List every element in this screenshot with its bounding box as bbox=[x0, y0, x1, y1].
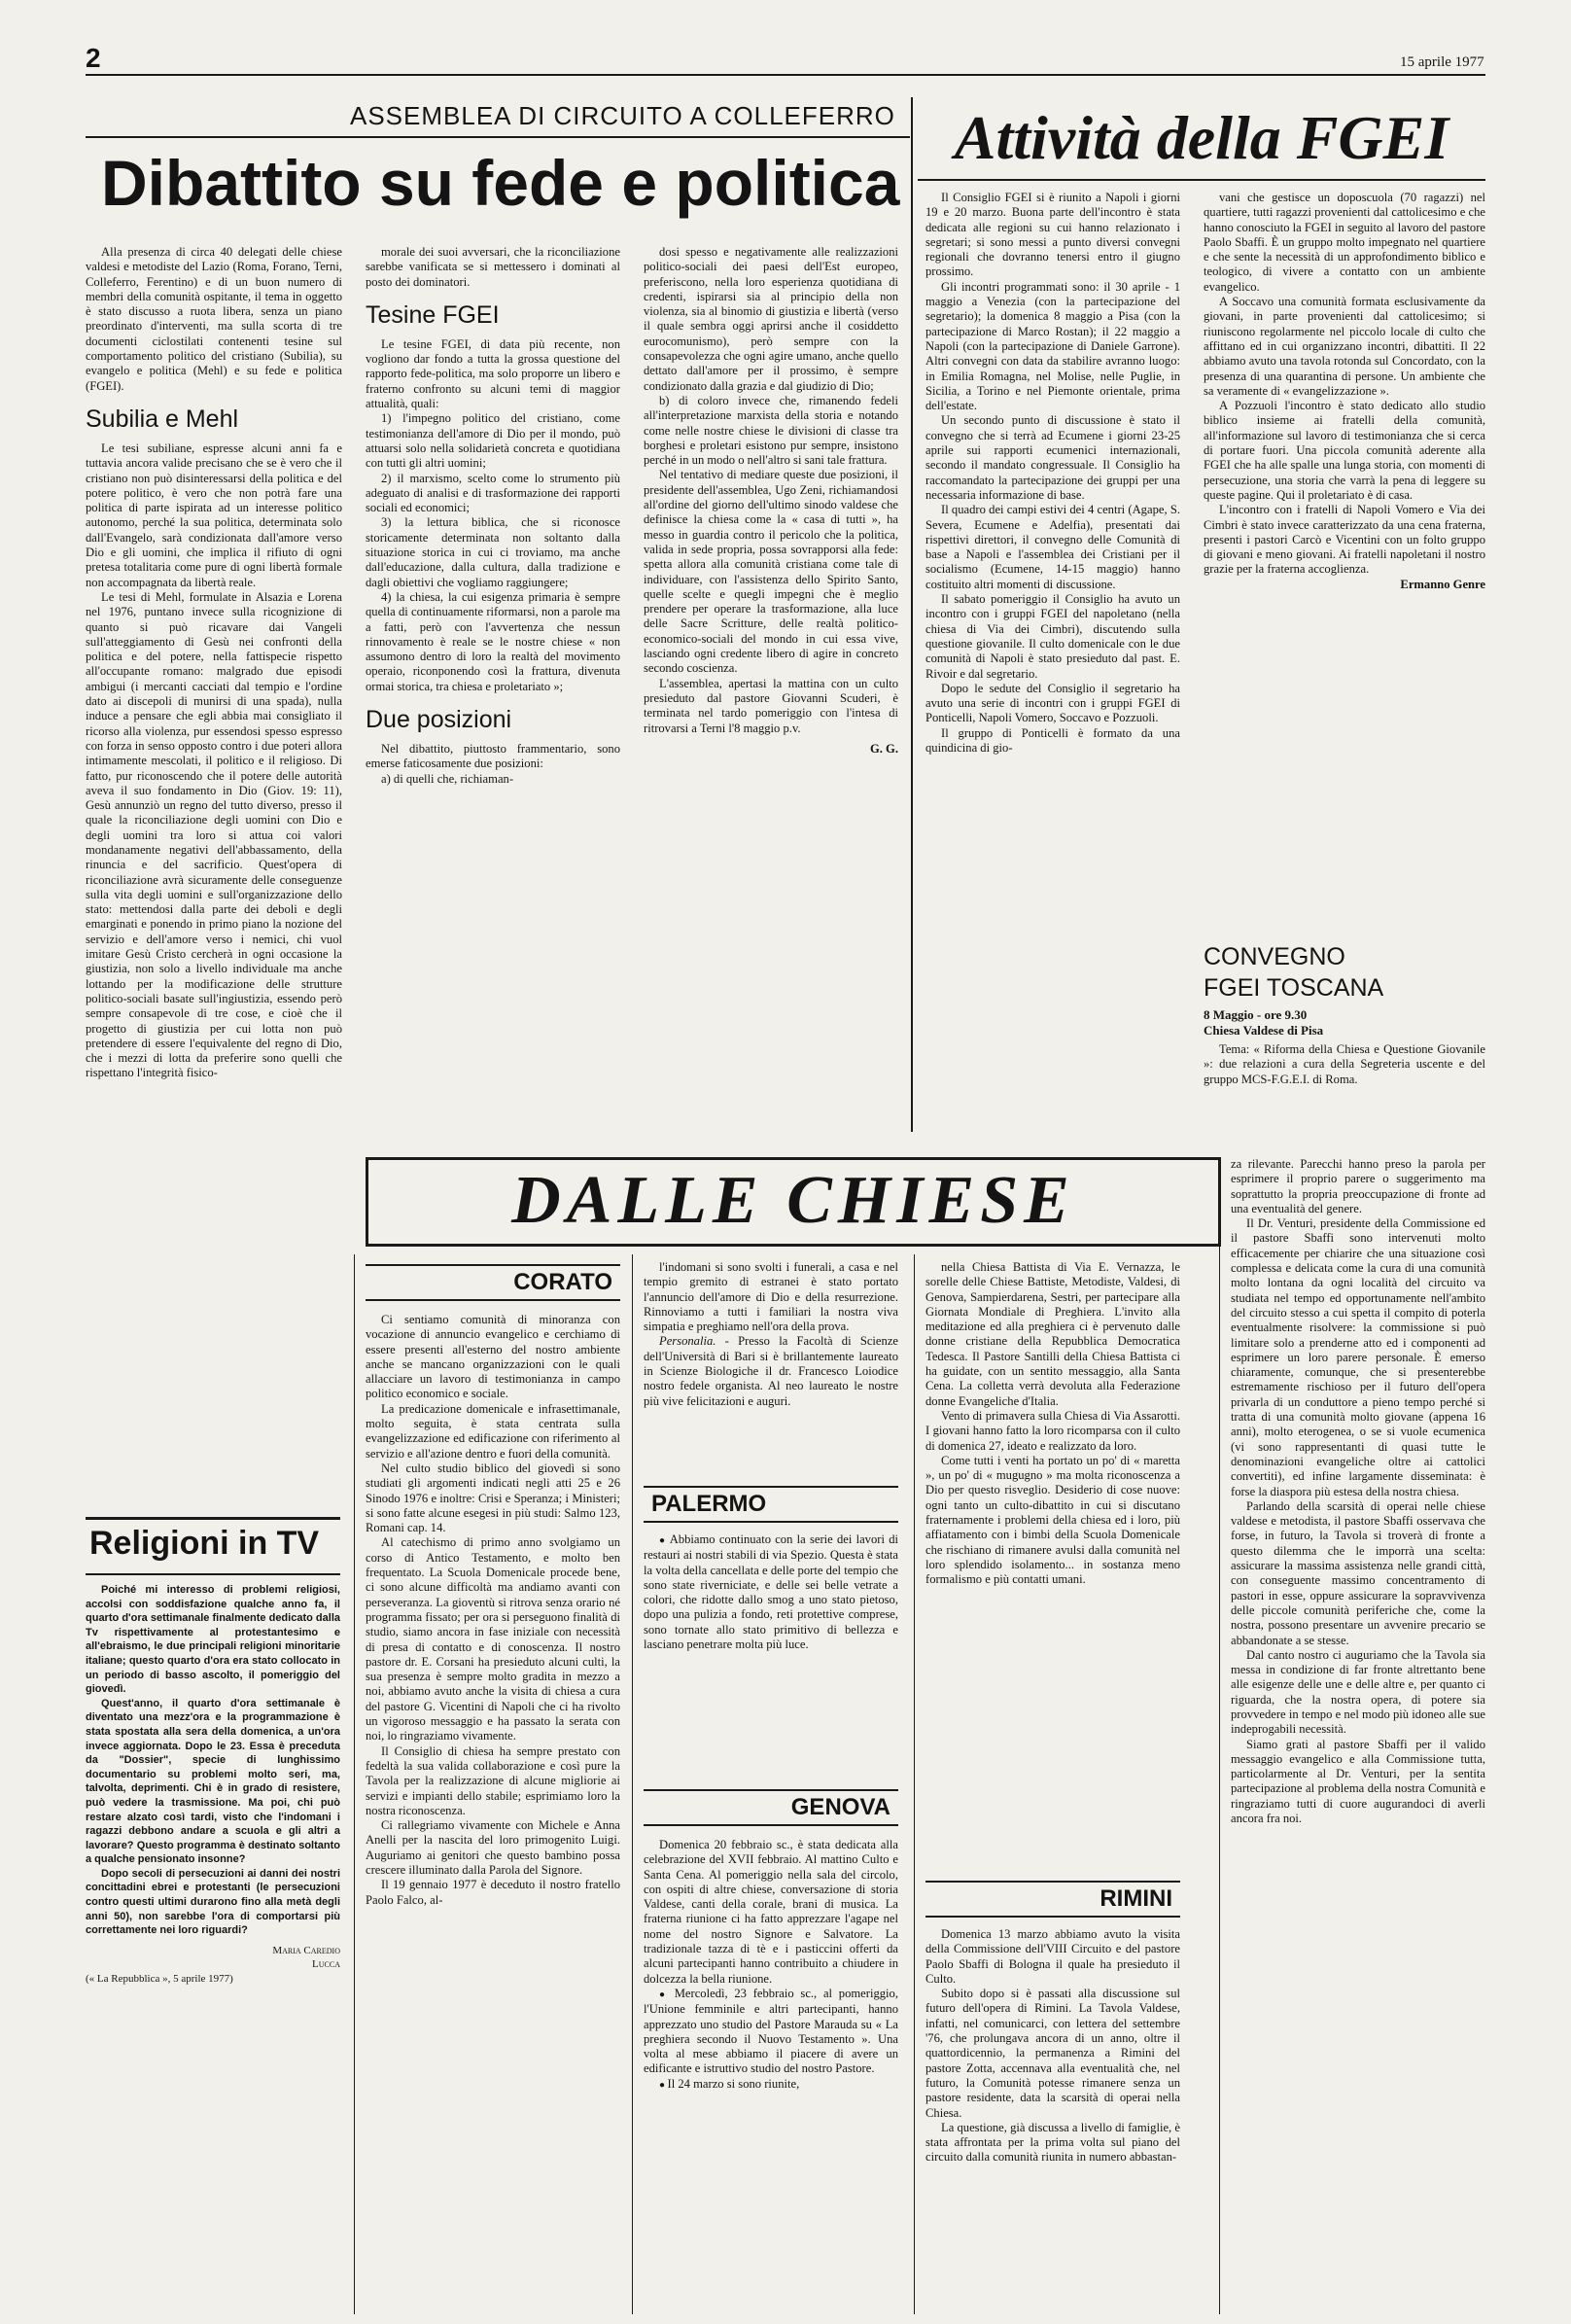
header-rule bbox=[86, 74, 1485, 76]
rimini-heading: RIMINI bbox=[1100, 1885, 1172, 1912]
fgei-paragraph: Il sabato pomeriggio il Consiglio ha avuto un incontro con i gruppi FGEI del napoletano (nella chiesa di Via dei Cimbri), discutendo sulla questione giovanile. Il culto domenicale con le due comunità di Napoli è stato presieduto dal past. E. Rivoir e dal segretario. bbox=[925, 592, 1180, 681]
rimini-column bbox=[925, 1927, 1180, 2316]
religioni-paragraph: Poiché mi interesso di problemi religiosi, accolsi con soddisfazione qualche anno fa, il quarto d'ora settimanale finalmente dedicato dalla Tv rispettivamente al protestantesimo e all'ebraismo, le due principali religioni minoritarie italiane; questo quarto d'ora era stato collocato in un periodo di basso ascolto, il pomeriggio del giovedì. bbox=[86, 1584, 340, 1696]
religioni-title: Religioni in TV bbox=[89, 1525, 320, 1562]
religioni-paragraph: Quest'anno, il quarto d'ora settimanale è diventato una mezz'ora e la programmazione è stata spostata alla sera della domenica, a un'ora invece aggiornata. Dopo le 23. Essa è preceduta da "Dossier", specie di lunghissimo documentario su problemi molto seri, ma, talvolta, deprimenti. Chi è in grado di resistere, può vedere la trasmissione. Ma poi, chi può restare alzato così tardi, visto che l'indomani i ragazzi debbono andare a scuola e gli altri a lavorare? Questo programma è destinato soltanto a qualche pensionato insonne? bbox=[86, 1697, 340, 1866]
due-posizioni-paragraph: Nel dibattito, piuttosto frammentario, sono emerse faticosamente due posizioni: bbox=[366, 742, 620, 771]
subilia-mehl-heading: Subilia e Mehl bbox=[86, 405, 239, 433]
genova-continuation: Vento di primavera sulla Chiesa di Via Assarotti. I giovani hanno fatto la loro ricomparsa con il culto di domenica 27, ideato e realizzato da loro. bbox=[925, 1408, 1180, 1453]
dalle-chiese-banner-box bbox=[366, 1157, 1221, 1247]
assemblea-kicker: ASSEMBLEA DI CIRCUITO A COLLEFERRO bbox=[350, 101, 895, 130]
genova-paragraph: ● Il 24 marzo si sono riunite, bbox=[644, 2077, 898, 2093]
column-rule bbox=[1219, 1157, 1220, 2314]
personalia-paragraph bbox=[644, 1334, 898, 1408]
genova-heading-box bbox=[644, 1789, 898, 1826]
fgei-paragraph: Un secondo punto di discussione è stato il convegno che si terrà ad Ecumene i giorni 23-25 aprile sui rapporti ecumenici internazionali, secondo il mandato congressuale. Il Consiglio ha raccomandato la partecipazione dei gruppi per una necessaria informazione di base. bbox=[925, 413, 1180, 502]
rimini-continuation: Siamo grati al pastore Sbaffi per il valido messaggio evangelico e alla Commissione tutta, particolarmente al Dr. Venturi, per la sentita partecipazione al problema della nostra Comunità e ringraziamo tutti di cuore augurandoci di averli ancora fra noi. bbox=[1231, 1737, 1485, 1826]
convegno-box bbox=[1204, 941, 1485, 1087]
convegno-title: CONVEGNO FGEI TOSCANA bbox=[1204, 943, 1384, 1002]
fgei-paragraph: Il quadro dei campi estivi dei 4 centri (Agape, S. Severa, Ecumene e Adelfia), presentati dai rispettivi direttori, il convegno delle Comunità di base a Napoli e l'assemblea dei Cristiani per il socialismo (Ecumene, 14-15 maggio) hanno costituito altri momenti di discussione. bbox=[925, 503, 1180, 591]
rimini-continuation: Il Dr. Venturi, presidente della Commissione ed il pastore Sbaffi sono intervenuti molto efficacemente per chiarire che una situazione così complessa e delicata come la cura di una comunità molto lontana da ogni località del circuito va studiata nel tempo ed opportunamente nell'ambito del circuito stesso a cui spetta il compito di poterla eventualmente risolvere: la commissione si può limitare solo a prenderne atto ed i componenti ad esprimere un loro parere personale. È emerso chiaramente, comunque, che si presenterebbe estremamente rischioso per il futuro dell'opera privarla di un conduttore a pieno tempo perché si tratta di una comunità molto giovane (appena 16 anni), molto eterogenea, o se si vuole ecumenica (vi sono rappresentanti di quasi tutte le denominazioni evangeliche oltre ai cattolici convertiti), ed infine largamente disseminata: è forse la diaspora più estesa della nostra chiesa. bbox=[1231, 1216, 1485, 1498]
corato-continuation: l'indomani si sono svolti i funerali, a casa e nel tempio gremito di estranei è stato portato l'annuncio dell'amore di Dio e della resurrezione. Rinnoviamo a tutti i familiari la nostra viva simpatia e preghiamo nell'ora della prova. bbox=[644, 1260, 898, 1334]
corato-heading-box bbox=[366, 1264, 620, 1301]
fgei-paragraph: vani che gestisce un doposcuola (70 ragazzi) nel quartiere, tutti ragazzi provenienti dal cattolicesimo e che hanno conosciuto la FGEI in seguito al lavoro del pastore Paolo Sbaffi. È un gruppo molto impegnato nel quartiere e che sente la necessità di un approfondimento biblico e teologico, di vivere a contatto con un ambiente evangelico. bbox=[1204, 191, 1485, 294]
corato-paragraph: Il Consiglio di chiesa ha sempre prestato con fedeltà la sua valida collaborazione e così pure la Tavola per la realizzazione di alcune migliorie ai servizi e impianti dello stabile; esprimiamo loro la nostra riconoscenza. bbox=[366, 1743, 620, 1817]
fgei-title: Attività della FGEI bbox=[954, 103, 1449, 172]
corato-paragraph: Ci rallegriamo vivamente con Michele e Anna Anelli per la nascita del loro primogenito Luigi. Auguriamo ai genitori che questo bambino possa crescere illuminato dalla Parola del Signore. bbox=[366, 1818, 620, 1877]
rimini-continuation: Parlando della scarsità di operai nelle chiese valdese e metodista, il pastore Sbaffi osservava che forse, in futuro, la Tavola si troverà di fronte a questo dilemma che le imporrà una scelta: assicurare la massima assistenza nelle grandi città, con conseguente massimo concentramento di pastori in esse, oppure assicurare la sopravvivenza delle piccole comunità periferiche che, come la nostra, possono presentare un avvenire precario se abbandonate a se stesse. bbox=[1231, 1498, 1485, 1647]
fgei-paragraph: Il Consiglio FGEI si è riunito a Napoli i giorni 19 e 20 marzo. Buona parte dell'incontro è stata dedicata alle regioni su cui hanno relazionato i segretari; si sono messi a punto diversi convegni regionali che dovranno tenersi entro il giugno prossimo. bbox=[925, 191, 1180, 279]
assemblea-mehl-paragraph: Le tesi di Mehl, formulate in Alsazia e Lorena nel 1976, puntano invece sulla ricognizione di quanto si può ricavare dai Vangeli sull'atteggiamento di Gesù nei confronti della politica e del potere, nella fattispecie rispetto all'occupante romano: malgrado due episodi ambigui (i mercanti cacciati dal tempio e l'ordine dato ai discepoli di munirsi di una spada), nulla induce a pensare che egli abbia mai consigliato il ricorso alla violenza, pur essendosi spesso espresso con forza in senso opposto contro i due poteri allora intimamente mescolati, il politico e il religioso. Di fatto, pur riconoscendo che il potere delle autorità aveva il suo fondamento in Dio (Giov. 19: 11), Gesù annunziò un regno del tutto diverso, presso il quale la riconciliazione degli uomini con Dio e degli uomini tra loro si attua coi valori mondanamente negativi dell'abbassamento, della rinuncia e del sacrificio. Quest'opera di riconciliazione avrà sicuramente delle conseguenze sulla vita degli uomini e sull'organizzazione dello stato: mettendosi dalla parte dei deboli e degli emarginati e ponendo in primo piano la nozione del servizio e dell'amore verso i nemici, chi vuol imitare Gesù Cristo cercherà in ogni occasione la giustizia, non solo a livello individuale ma anche lottando per la modificazione delle strutture politico-sociali basate sull'ingiustizia, essendo però sempre consapevole di tre cose, e cioè che il progetto di giustizia per cui lotta non può pretendere di essere l'equivalente del regno di Dio, che i mezzi di lotta da preferire sono quelli che rispettano l'integrità fisico- bbox=[86, 589, 342, 1080]
corato-heading: CORATO bbox=[513, 1269, 612, 1295]
rimini-heading-box bbox=[925, 1881, 1180, 1918]
assemblea-subilia-paragraph: Le tesi subiliane, espresse alcuni anni fa e tuttavia ancora valide precisano che se è vero che il cristiano non può disinteressarsi della politica e del potere politico, è vero che non potrà fare una politica di parte ispirata ad un interesse politico autonomo, perché la sua politica, determinata solo dall'Evangelo, sarà condizionata dall'amore verso Dio e gli uomini, che implica il rifiuto di ogni pretesa totalitaria come pure di ogni libertà formale non accompagnata da libertà reale. bbox=[86, 440, 342, 589]
rimini-continuation: Dal canto nostro ci auguriamo che la Tavola sia messa in condizione di far fronte altrettanto bene alle esigenze delle une e delle altre e, per quanto ci riguarda, che la nostra opera, di potere sia provvedere in tempo e nel modo più idoneo alle sue indeprogabili necessità. bbox=[1231, 1647, 1485, 1737]
corato-paragraph: La predicazione domenicale e infrasettimanale, molto seguita, è stata centrata sulla evangelizzazione ed edificazione con riferimento al servizio e all'azione dentro e fuori della comunità. bbox=[366, 1401, 620, 1461]
fgei-author: Ermanno Genre bbox=[1400, 577, 1485, 591]
chiese-column-b-top bbox=[644, 1260, 898, 1478]
religioni-signature-name: Maria Caredio bbox=[272, 1944, 340, 1956]
genova-heading: GENOVA bbox=[790, 1794, 890, 1820]
assemblea-column-2 bbox=[366, 245, 620, 1132]
issue-date: 15 aprile 1977 bbox=[1400, 54, 1484, 70]
rimini-continuation: za rilevante. Parecchi hanno preso la parola per esprimere il proprio parere o suggerimento ma soprattutto la propria preoccupazione di fronte ad una eventualità del genere. bbox=[1231, 1157, 1485, 1215]
assemblea-col3-paragraph: dosi spesso e negativamente alle realizzazioni politico-sociali dei paesi dell'Est europeo, preferiscono, nella loro esperienza quotidiana di credenti, ispirarsi sia al principio della non violenza, sia al binomio di giustizia e libertà (verso il quale sembra oggi aprirsi anche il cosiddetto eurocomunismo), però sempre con la consapevolezza che ogni agire umano, anche quello dettato dall'amore per il prossimo, è sempre condizionato dalla grazia e dal giudizio di Dio; bbox=[644, 245, 898, 393]
fgei-paragraph: A Pozzuoli l'incontro è stato dedicato allo studio biblico insieme ai fratelli della comunità, all'informazione sul lavoro di testimonianza che si cerca di portare fuori. Una piccola comunità aderente alla FGEI che ha alle spalle una lunga storia, con momenti di persecuzione, una storia che varrà la pena di leggere su queste pagine. Qui il proletariato è di casa. bbox=[1204, 399, 1485, 502]
palermo-column bbox=[644, 1532, 898, 1776]
convegno-place: Chiesa Valdese di Pisa bbox=[1204, 1023, 1324, 1038]
assemblea-col2-paragraph: morale dei suoi avversari, che la riconciliazione sarebbe vanificata se si mettessero i dominati al posto dei dominatori. bbox=[366, 245, 620, 289]
religioni-signature-city: Lucca bbox=[312, 1958, 340, 1971]
fgei-paragraph: Gli incontri programmati sono: il 30 aprile - 1 maggio a Venezia (con la partecipazione del segretario); la domenica 8 maggio a Pisa (con la partecipazione di Marco Rostan); il 22 maggio a Napoli (con la partecipazione di Daniele Garrone). Altri convegni con data da stabilire avranno luogo: in Emilia Romagna, nel Molise, nelle Puglie, in Sicilia, a Torino e nel Piemonte orientale, prima dell'estate. bbox=[925, 279, 1180, 413]
palermo-paragraph: ● Abbiamo continuato con la serie dei lavori di restauri ai nostri stabili di via Spezio. Questa è stata la volta della cancellata e delle porte del tempio che sono state riverniciate, e delle sei belle vetrate a colori, che ridotte dallo smog a uno stato pietoso, dopo una pulizia a fondo, reti protettive comprese, sono tornate allo stato primitivo di bellezza e lasciano penetrare molta più luce. bbox=[644, 1532, 898, 1652]
religioni-paragraph: Dopo secoli di persecuzioni ai danni dei nostri concittadini ebrei e protestanti (le persecuzioni contro questi ultimi durarono fino alla metà degli anni 50), non sarebbe l'ora di comportarsi più correttamente nei loro riguardi? bbox=[86, 1867, 340, 1937]
page-number: 2 bbox=[86, 43, 101, 73]
assemblea-column-1 bbox=[86, 245, 342, 1490]
fgei-column-2 bbox=[1204, 191, 1485, 939]
personalia-text: - Presso la Facoltà di Scienze dell'Università di Bari si è brillantemente laureato in Scienze Biologiche il dr. Francesco Loiodice nostro fedele organista. Al neo laureato le nostre più vive felicitazioni e auguri. bbox=[644, 1334, 898, 1408]
genova-paragraph: Domenica 20 febbraio sc., è stata dedicata alla celebrazione del XVII febbraio. Al mattino Culto e Santa Cena. Al pomeriggio nella sala del circolo, con ospiti di altre chiese, conversazione di storia Valdese, canti della corale, brani di musica. La fraterna riunione ci ha fatto apprezzare l'agape nel nome del nostro Signore e Salvatore. La tradizionale tazza di tè e i pasticcini offerti da alcuni partecipanti hanno contribuito a chiudere in dolcezza la bella riunione. bbox=[644, 1838, 898, 1986]
due-posizioni-paragraph: a) di quelli che, richiaman- bbox=[381, 771, 514, 786]
chiese-column-d bbox=[1231, 1157, 1485, 2314]
fgei-paragraph: Dopo le sedute del Consiglio il segretario ha avuto una serie di incontri con i gruppi FGEI di Ponticelli, Napoli Vomero, Soccavo e Pozzuoli. bbox=[925, 681, 1180, 725]
convegno-text: Tema: « Riforma della Chiesa e Questione Giovanile »: due relazioni a cura della Segreteria uscente e del gruppo MCS-F.G.E.I. di Roma. bbox=[1204, 1042, 1485, 1086]
fgei-paragraph: Il gruppo di Ponticelli è formato da una quindicina di gio- bbox=[925, 725, 1180, 755]
fgei-paragraph: A Soccavo una comunità formata esclusivamente da giovani, in parte provenienti dal cattolicesimo; si riuniscono regolarmente nel piccolo locale di culto che affittano ed in cui organizzano incontri, dibattiti. Il 22 abbiamo avuto una tavola rotonda sul Concordato, con la presenza di una quarantina di persone. Un ambiente che sa veramente di « evangelizzazione ». bbox=[1204, 295, 1485, 398]
genova-continuation: nella Chiesa Battista di Via E. Vernazza, le sorelle delle Chiese Battiste, Metodiste, Valdesi, di Genova, Sampierdarena, Sestri, per partecipare alla Giornata Mondiale di Preghiera. L'invito alla meditazione ed alla preghiera ci è pervenuto dalle donne cristiane della Repubblica Democratica Tedesca. Il Pastore Santilli della Chiesa Battista ci ha guidate, con un sentito messaggio, alla Santa Cena. La colletta verrà devoluta alla Federazione donne Evangeliche d'Italia. bbox=[925, 1260, 1180, 1408]
fgei-column-1 bbox=[925, 191, 1180, 1114]
column-rule bbox=[914, 1254, 915, 2314]
due-posizioni-heading: Due posizioni bbox=[366, 706, 512, 734]
tesine-point: 1) l'impegno politico del cristiano, come testimonianza dell'amore di Dio per il mondo, può attuarsi solo nella solidarietà concreta e quotidiana con tutti gli altri uomini; bbox=[366, 411, 620, 471]
genova-continuation: Come tutti i venti ha portato un po' di « maretta », un po' di « mugugno » ma molta riconoscenza a Dio per questo risveglio. Desiderio di cose nuove: ogni tanto un culto-dibattito in cui si discutano fraternamente i problemi della chiesa ed i loro, più affiatamento con i bimbi della Scuola Domenicale che rischiano di rimanere avulsi dalla comunità nel loro splendido isolamento... in sostanza meno formalismo e più contatti umani. bbox=[925, 1453, 1180, 1587]
fgei-paragraph: L'incontro con i fratelli di Napoli Vomero e Via dei Cimbri è stato invece caratterizzato da una cena fraterna, presenti i pastori Carcò e Vicentini con un folto gruppo di giovani e meno giovani. Ai fratelli napoletani il nostro grazie per la fraterna accoglienza. bbox=[1204, 503, 1485, 577]
assemblea-signature: G. G. bbox=[869, 741, 898, 756]
tesine-fgei-heading: Tesine FGEI bbox=[366, 300, 500, 329]
assemblea-title: Dibattito su fede e politica bbox=[101, 147, 900, 219]
genova-paragraph: ● Mercoledì, 23 febbraio sc., al pomeriggio, l'Unione femminile e altri partecipanti, hanno apprezzato uno studio del Pastore Marauda su « La preghiera secondo il Nuovo Testamento ». Una volta al mese abbiamo il piacere di avere un edificante e istruttivo studio del nostro Pastore. bbox=[644, 1987, 898, 2077]
fgei-title-rule bbox=[918, 179, 1485, 181]
religioni-title-rule bbox=[86, 1573, 340, 1575]
tesine-point: 4) la chiesa, la cui esigenza primaria è sempre quella di continuamente riformarsi, non a parole ma a fatti, però con l'avvertenza che nessun rinnovamento è reale se le nostre chiese « non assumono dentro di loro la realtà del movimento operaio, riconponendo così la frattura, divenuta ormai storica, tra chiesa e proletariato »; bbox=[366, 589, 620, 693]
assemblea-col3-paragraph: Nel tentativo di mediare queste due posizioni, il presidente dell'assemblea, Ugo Zeni, richiamandosi all'ordine del giorno dell'ultimo sinodo valdese che definisce la chiesa come la « casa di tutti », ha messo in guardia contro il pericolo che la politica, valida in sede propria, possa sovrapporsi alla fede: spetta allora alla comunità cristiana come tale di individuare, con l'assistenza dello Spirito Santo, quelle scelte e quegli impegni che è meglio prendere per operare la trasformazione, alla luce delle Sacre Scritture, delle realtà politico-economico-sociali del mondo in cui essa vive, lasciando ogni credente libero di agire in concreto secondo coscienza. bbox=[644, 468, 898, 676]
corato-paragraph: Nel culto studio biblico del giovedì si sono studiati gli argomenti indicati negli atti 25 e 26 Sinodo 1976 e inoltre: Crisi e Speranza; i Ministeri; si sono fatte alcune esegesi in più studi: Salmo 123, Romani cap. 14. bbox=[366, 1461, 620, 1535]
corato-paragraph: Il 19 gennaio 1977 è deceduto il nostro fratello Paolo Falco, al- bbox=[366, 1878, 620, 1907]
assemblea-column-3 bbox=[644, 245, 898, 1110]
column-rule bbox=[911, 97, 913, 1132]
rimini-paragraph: Domenica 13 marzo abbiamo avuto la visita della Commissione dell'VIII Circuito e del pastore Paolo Sbaffi di Bologna il quale ha presieduto il Culto. bbox=[925, 1927, 1180, 1986]
religioni-column bbox=[86, 1583, 340, 2166]
palermo-heading-box bbox=[644, 1486, 898, 1523]
kicker-rule bbox=[86, 136, 910, 138]
assemblea-intro: Alla presenza di circa 40 delegati delle chiese valdesi e metodiste del Lazio (Roma, Forano, Terni, Colleferro, Ferentino) e di un buon numero di membri della comunità ospitante, il tema in oggetto è stato discusso a ruota libera, senza un piano preordinato d'interventi, ma sulla scorta di tre documenti ciclostilati contenenti tesine sul comportamento politico del cristiano (Subilia), su evangelo e politica (Mehl) e su fede e politica (FGEI). bbox=[86, 245, 342, 393]
genova-column bbox=[644, 1838, 898, 2314]
personalia-label: Personalia. bbox=[659, 1334, 716, 1349]
palermo-heading: PALERMO bbox=[651, 1491, 767, 1517]
convegno-date: 8 Maggio - ore 9.30 bbox=[1204, 1007, 1308, 1022]
column-rule bbox=[354, 1254, 355, 2314]
assemblea-col3-paragraph: b) di coloro invece che, rimanendo fedeli all'interpretazione marxista della storia e notando come nelle nostre chiese le divisioni di classe tra borghesi e proletari esistono pur sempre, insistono perché in un modo o nell'altro si sani tale frattura. bbox=[644, 393, 898, 468]
religioni-source: (« La Repubblica », 5 aprile 1977) bbox=[86, 1973, 233, 1986]
tesine-point: 3) la lettura biblica, che si riconosce storicamente determinata non soltanto dalla situazione storica in cui ci troviamo, ma anche dall'educazione, dalla cultura, dalla tradizione e dagli obiettivi che vogliamo raggiungere; bbox=[366, 515, 620, 589]
tesine-point: 2) il marxismo, scelto come lo strumento più adeguato di analisi e di trasformazione dei rapporti sociali ed economici; bbox=[366, 471, 620, 515]
corato-column bbox=[366, 1313, 620, 2314]
rimini-paragraph: La questione, già discussa a livello di famiglie, è stata affrontata per la prima volta sul piano del circuito dalla comunità riunita in numero abbastan- bbox=[925, 2120, 1180, 2165]
column-rule bbox=[632, 1254, 633, 2314]
tesine-paragraph: Le tesine FGEI, di data più recente, non vogliono dar fondo a tutta la grossa questione del rapporto fede-politica, ma solo proporre un libero e fraterno confronto su alcuni temi di maggior attualità, quali: bbox=[366, 336, 620, 411]
corato-paragraph: Ci sentiamo comunità di minoranza con vocazione di annuncio evangelico e cerchiamo di essere presenti all'esterno del nostro ambiente anche se mancano organizzazioni con le quali allacciare un lavoro di testimonianza in campo politico economico e sociale. bbox=[366, 1313, 620, 1401]
religioni-top-rule bbox=[86, 1517, 340, 1520]
corato-paragraph: Al catechismo di primo anno svolgiamo un corso di Antico Testamento, e molto ben frequentato. La Scuola Domenicale procede bene, ci sono alcune difficoltà ma andiamo avanti con perseveranza. La gioventù si ritrova senza orario né programma fissato; per ora si perseguono finalità di studio, siamo ancora in fase iniziale con necessità di presa di contatto e di conoscenza. Il nostro pastore dr. E. Corsani ha presieduto alcuni culti, la sua presenza è sempre molto gradita in mezzo a noi, abbiamo avuto anche la visita di chiesa a cura del pastore G. Vicentini di Napoli che ci ha rivolto un vigoroso messaggio e ha passato la serata con noi, lo ringraziamo vivamente. bbox=[366, 1535, 620, 1743]
assemblea-col3-paragraph: L'assemblea, apertasi la mattina con un culto presieduto dal pastore Giovanni Scuderi, è terminata nel tardo pomeriggio con l'intesa di ritrovarsi a Terni l'8 maggio p.v. bbox=[644, 676, 898, 735]
dalle-chiese-banner: DALLE CHIESE bbox=[511, 1163, 1075, 1238]
rimini-paragraph: Subito dopo si è passati alla discussione sul futuro dell'opera di Rimini. La Tavola Valdese, infatti, nel comunicarci, con lettera del settembre '76, che prolungava ancora di un anno, oltre il quattordicennio, la permanenza a Rimini del pastore Zotta, accennava alla eventualità che, nel futuro, la Comunità potesse rimanere senza un pastore residente, data la scarsità di operai nella Chiesa. bbox=[925, 1987, 1180, 2120]
chiese-column-c-top bbox=[925, 1260, 1180, 1865]
